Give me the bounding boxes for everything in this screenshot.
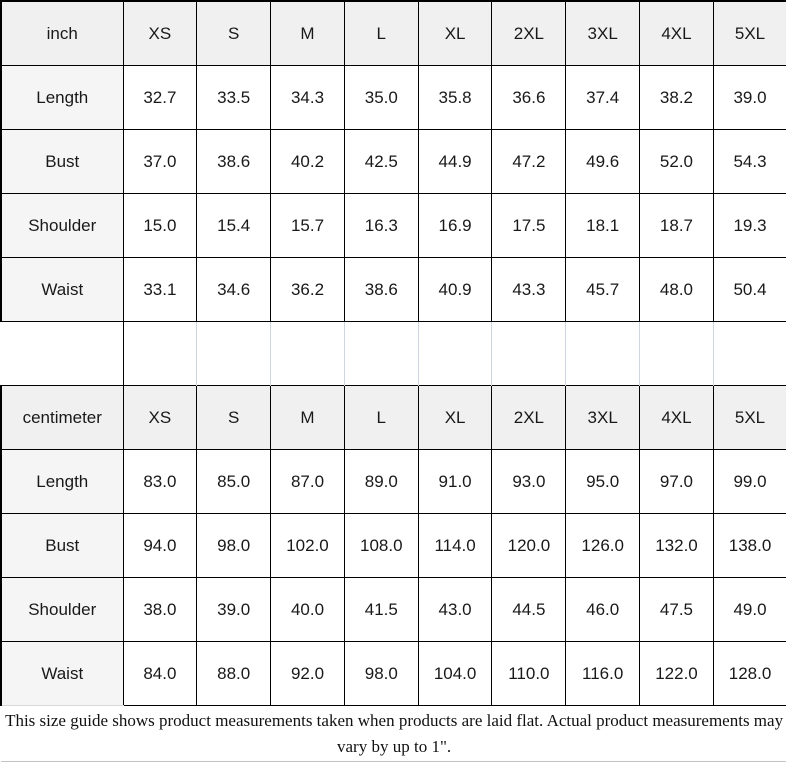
size-guide-table-body bbox=[1, 1, 786, 762]
cm-row-label-waist: Waist bbox=[1, 642, 123, 706]
unit-header-inch: inch bbox=[1, 1, 123, 66]
cm-shoulder-value: 41.5 bbox=[344, 578, 418, 642]
inch-row-label-waist: Waist bbox=[1, 258, 123, 322]
inch-waist-value: 43.3 bbox=[492, 258, 566, 322]
cm-length-value: 97.0 bbox=[640, 450, 714, 514]
inch-length-value: 39.0 bbox=[713, 66, 786, 130]
cm-length-value: 91.0 bbox=[418, 450, 492, 514]
inch-waist-value: 33.1 bbox=[123, 258, 197, 322]
inch-waist-value: 50.4 bbox=[713, 258, 786, 322]
spacer-cell bbox=[1, 322, 123, 386]
size-header-l: L bbox=[344, 1, 418, 66]
spacer-cell bbox=[344, 322, 418, 386]
inch-length-value: 35.0 bbox=[344, 66, 418, 130]
footer-row bbox=[1, 706, 786, 762]
cm-length-value: 85.0 bbox=[197, 450, 271, 514]
inch-length-value: 35.8 bbox=[418, 66, 492, 130]
spacer-cell bbox=[123, 322, 197, 386]
size-header-3xl: 3XL bbox=[566, 386, 640, 450]
inch-length-value: 32.7 bbox=[123, 66, 197, 130]
inch-length-value: 38.2 bbox=[640, 66, 714, 130]
cm-bust-value: 108.0 bbox=[344, 514, 418, 578]
inch-row-label-bust: Bust bbox=[1, 130, 123, 194]
size-header-5xl: 5XL bbox=[713, 386, 786, 450]
spacer-cell bbox=[566, 322, 640, 386]
spacer-cell bbox=[640, 322, 714, 386]
inch-measure-row-length bbox=[1, 66, 786, 130]
size-header-xl: XL bbox=[418, 1, 492, 66]
cm-waist-value: 116.0 bbox=[566, 642, 640, 706]
inch-shoulder-value: 15.0 bbox=[123, 194, 197, 258]
inch-row-label-shoulder: Shoulder bbox=[1, 194, 123, 258]
cm-measure-row-bust bbox=[1, 514, 786, 578]
cm-shoulder-value: 47.5 bbox=[640, 578, 714, 642]
inch-length-value: 37.4 bbox=[566, 66, 640, 130]
inch-length-value: 36.6 bbox=[492, 66, 566, 130]
cm-shoulder-value: 46.0 bbox=[566, 578, 640, 642]
size-header-2xl: 2XL bbox=[492, 1, 566, 66]
cm-shoulder-value: 39.0 bbox=[197, 578, 271, 642]
size-header-l: L bbox=[344, 386, 418, 450]
inch-bust-value: 47.2 bbox=[492, 130, 566, 194]
inch-bust-value: 49.6 bbox=[566, 130, 640, 194]
cm-measure-row-shoulder bbox=[1, 578, 786, 642]
cm-length-value: 99.0 bbox=[713, 450, 786, 514]
cm-length-value: 95.0 bbox=[566, 450, 640, 514]
inch-shoulder-value: 18.7 bbox=[640, 194, 714, 258]
inch-waist-value: 38.6 bbox=[344, 258, 418, 322]
inch-measure-row-waist bbox=[1, 258, 786, 322]
size-header-xs: XS bbox=[123, 1, 197, 66]
inch-shoulder-value: 16.3 bbox=[344, 194, 418, 258]
cm-shoulder-value: 40.0 bbox=[271, 578, 345, 642]
cm-waist-value: 88.0 bbox=[197, 642, 271, 706]
inch-header-row bbox=[1, 1, 786, 66]
cm-shoulder-value: 38.0 bbox=[123, 578, 197, 642]
cm-waist-value: 92.0 bbox=[271, 642, 345, 706]
inch-measure-row-bust bbox=[1, 130, 786, 194]
inch-bust-value: 37.0 bbox=[123, 130, 197, 194]
spacer-cell bbox=[713, 322, 786, 386]
cm-row-label-length: Length bbox=[1, 450, 123, 514]
cm-bust-value: 94.0 bbox=[123, 514, 197, 578]
size-header-s: S bbox=[197, 386, 271, 450]
cm-waist-value: 98.0 bbox=[344, 642, 418, 706]
size-header-2xl: 2XL bbox=[492, 386, 566, 450]
inch-shoulder-value: 18.1 bbox=[566, 194, 640, 258]
cm-bust-value: 114.0 bbox=[418, 514, 492, 578]
cm-shoulder-value: 49.0 bbox=[713, 578, 786, 642]
size-header-5xl: 5XL bbox=[713, 1, 786, 66]
size-header-4xl: 4XL bbox=[640, 386, 714, 450]
spacer-cell bbox=[271, 322, 345, 386]
cm-header-row bbox=[1, 386, 786, 450]
cm-length-value: 93.0 bbox=[492, 450, 566, 514]
spacer-row bbox=[1, 322, 786, 386]
cm-waist-value: 128.0 bbox=[713, 642, 786, 706]
cm-shoulder-value: 44.5 bbox=[492, 578, 566, 642]
inch-shoulder-value: 16.9 bbox=[418, 194, 492, 258]
inch-measure-row-shoulder bbox=[1, 194, 786, 258]
spacer-cell bbox=[197, 322, 271, 386]
inch-bust-value: 52.0 bbox=[640, 130, 714, 194]
inch-bust-value: 42.5 bbox=[344, 130, 418, 194]
cm-waist-value: 122.0 bbox=[640, 642, 714, 706]
size-header-3xl: 3XL bbox=[566, 1, 640, 66]
cm-bust-value: 120.0 bbox=[492, 514, 566, 578]
inch-shoulder-value: 15.7 bbox=[271, 194, 345, 258]
cm-bust-value: 98.0 bbox=[197, 514, 271, 578]
cm-waist-value: 84.0 bbox=[123, 642, 197, 706]
cm-row-label-bust: Bust bbox=[1, 514, 123, 578]
inch-waist-value: 36.2 bbox=[271, 258, 345, 322]
inch-bust-value: 54.3 bbox=[713, 130, 786, 194]
inch-bust-value: 40.2 bbox=[271, 130, 345, 194]
cm-length-value: 83.0 bbox=[123, 450, 197, 514]
size-header-m: M bbox=[271, 1, 345, 66]
spacer-cell bbox=[418, 322, 492, 386]
inch-waist-value: 34.6 bbox=[197, 258, 271, 322]
cm-length-value: 87.0 bbox=[271, 450, 345, 514]
inch-waist-value: 45.7 bbox=[566, 258, 640, 322]
inch-shoulder-value: 15.4 bbox=[197, 194, 271, 258]
inch-shoulder-value: 19.3 bbox=[713, 194, 786, 258]
size-header-m: M bbox=[271, 386, 345, 450]
size-guide-note: This size guide shows product measurements taken when products are laid flat. Actual product measurements may vary by up to 1". bbox=[1, 706, 786, 762]
cm-bust-value: 102.0 bbox=[271, 514, 345, 578]
inch-shoulder-value: 17.5 bbox=[492, 194, 566, 258]
inch-waist-value: 48.0 bbox=[640, 258, 714, 322]
cm-bust-value: 138.0 bbox=[713, 514, 786, 578]
cm-bust-value: 126.0 bbox=[566, 514, 640, 578]
spacer-cell bbox=[492, 322, 566, 386]
size-header-xs: XS bbox=[123, 386, 197, 450]
cm-measure-row-length bbox=[1, 450, 786, 514]
cm-measure-row-waist bbox=[1, 642, 786, 706]
size-header-xl: XL bbox=[418, 386, 492, 450]
inch-length-value: 34.3 bbox=[271, 66, 345, 130]
inch-bust-value: 44.9 bbox=[418, 130, 492, 194]
cm-length-value: 89.0 bbox=[344, 450, 418, 514]
size-header-s: S bbox=[197, 1, 271, 66]
inch-bust-value: 38.6 bbox=[197, 130, 271, 194]
unit-header-centimeter: centimeter bbox=[1, 386, 123, 450]
size-header-4xl: 4XL bbox=[640, 1, 714, 66]
inch-waist-value: 40.9 bbox=[418, 258, 492, 322]
inch-row-label-length: Length bbox=[1, 66, 123, 130]
cm-bust-value: 132.0 bbox=[640, 514, 714, 578]
cm-shoulder-value: 43.0 bbox=[418, 578, 492, 642]
inch-length-value: 33.5 bbox=[197, 66, 271, 130]
cm-waist-value: 110.0 bbox=[492, 642, 566, 706]
cm-waist-value: 104.0 bbox=[418, 642, 492, 706]
cm-row-label-shoulder: Shoulder bbox=[1, 578, 123, 642]
